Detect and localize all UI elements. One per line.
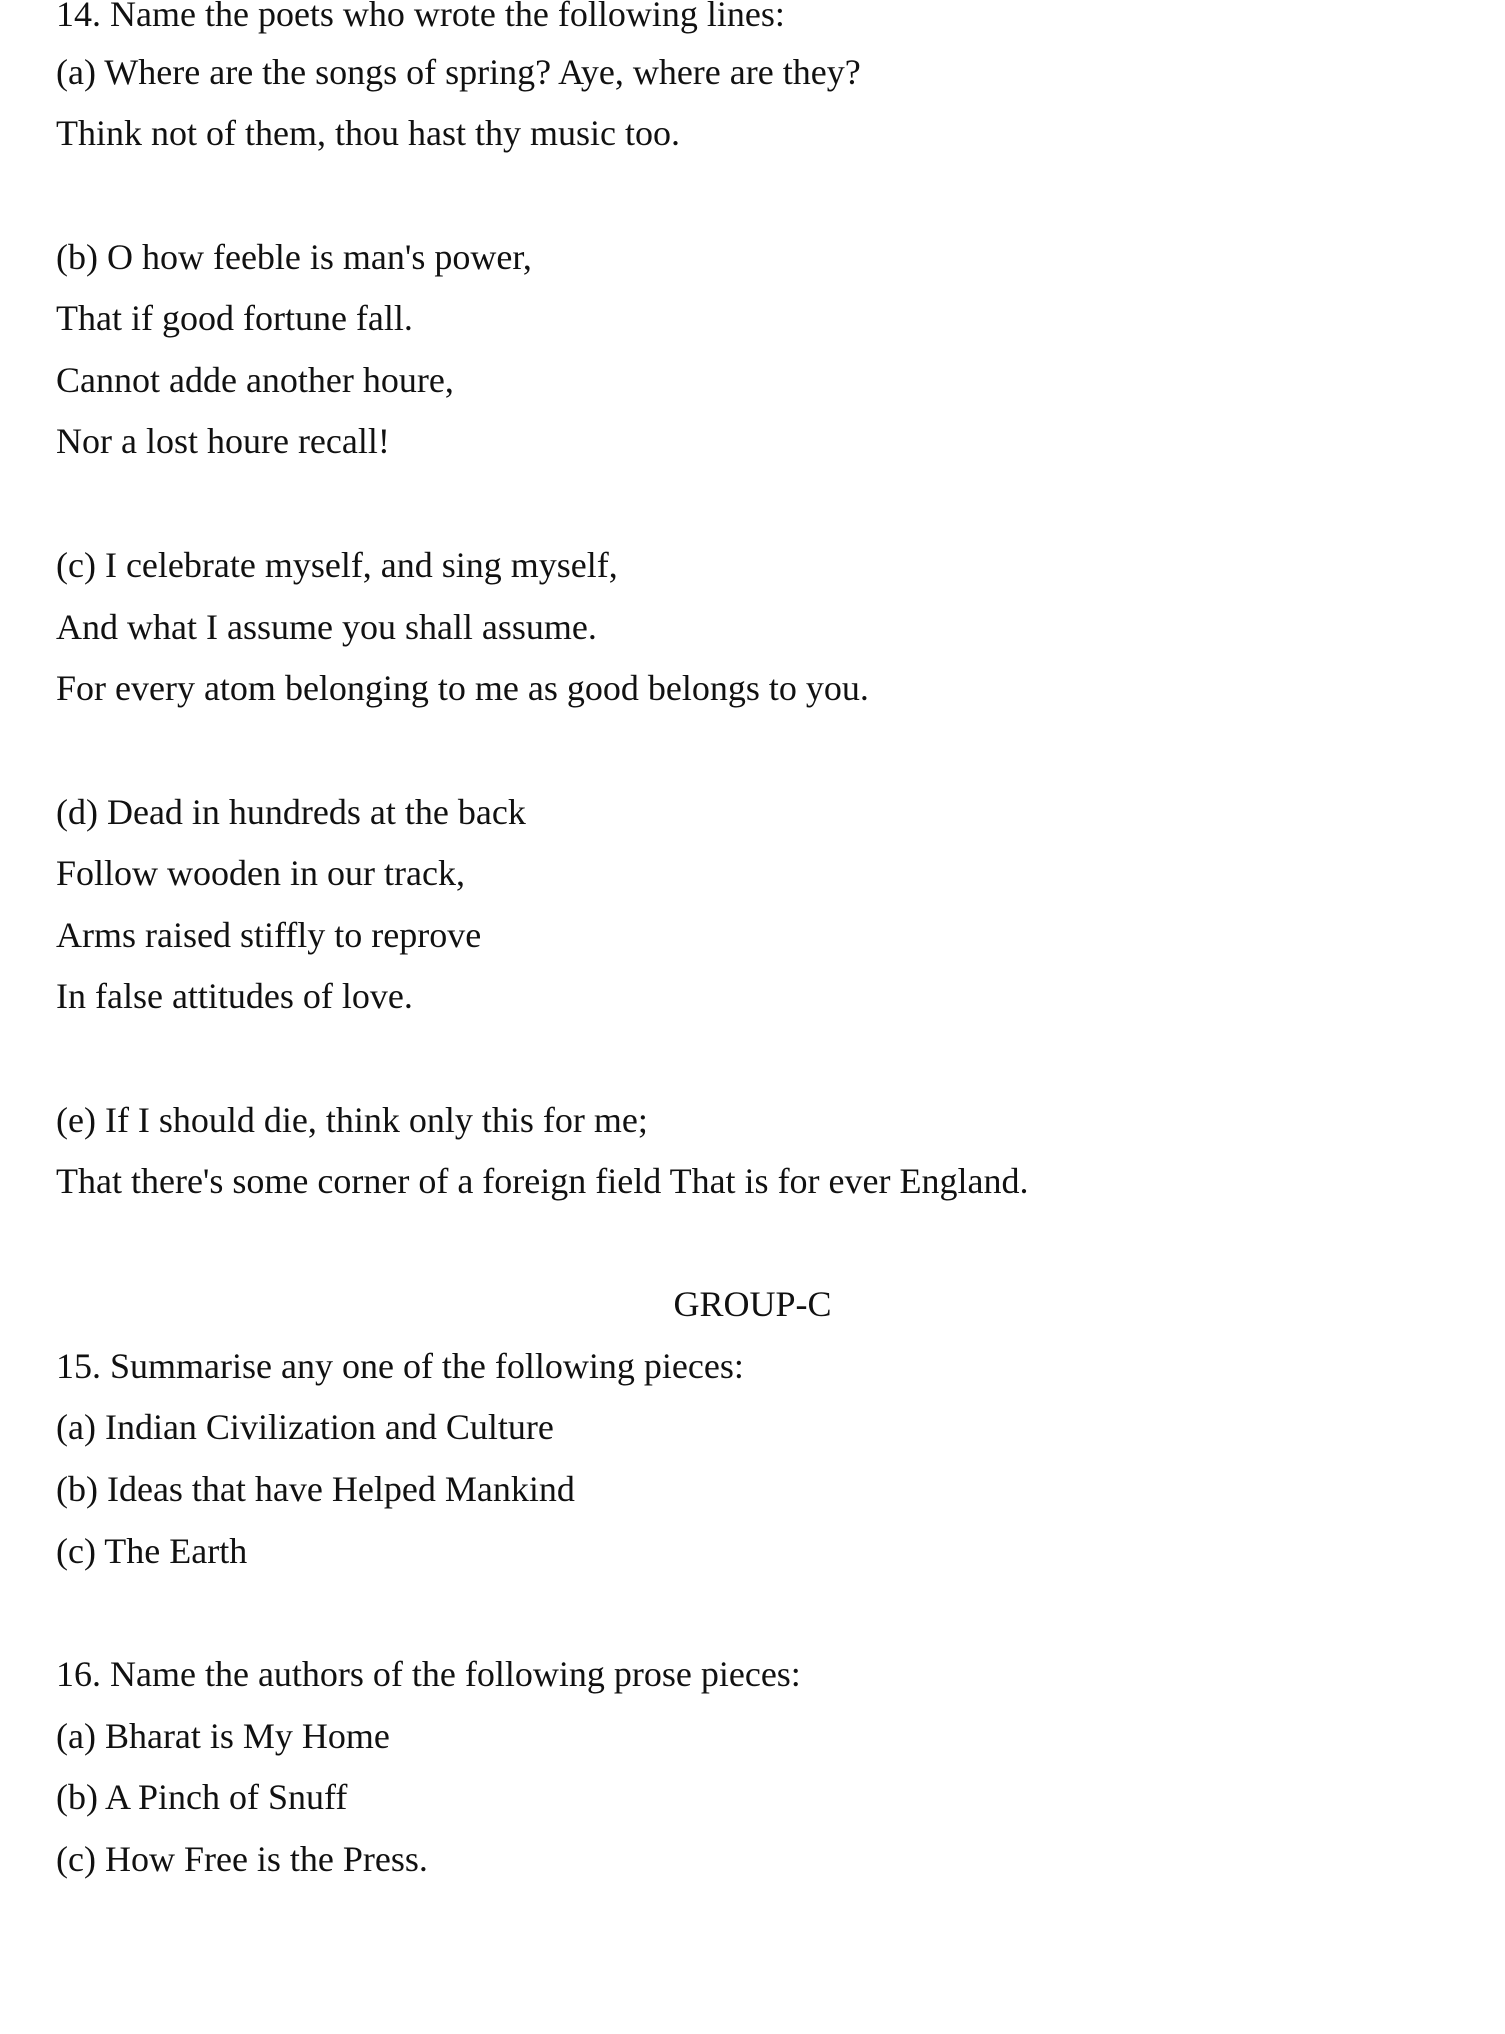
question-15-item-a: (a) Indian Civilization and Culture [56,1407,554,1447]
question-15-item-b: (b) Ideas that have Helped Mankind [56,1469,575,1509]
question-15-heading: 15. Summarise any one of the following pieces: [56,1346,744,1386]
question-16-item-c: (c) How Free is the Press. [56,1839,428,1879]
question-16-heading: 16. Name the authors of the following prose pieces: [56,1654,801,1694]
poem-a-line-1: (a) Where are the songs of spring? Aye, where are they? [56,52,861,92]
group-c-heading: GROUP-C [673,1284,832,1324]
poem-d-line-4: In false attitudes of love. [56,976,413,1016]
poem-c-line-1: (c) I celebrate myself, and sing myself, [56,545,618,585]
poem-d-line-3: Arms raised stiffly to reprove [56,915,482,955]
question-16-item-a: (a) Bharat is My Home [56,1716,390,1756]
poem-b-line-4: Nor a lost houre recall! [56,421,390,461]
poem-b-line-2: That if good fortune fall. [56,298,413,338]
poem-e-line-1: (e) If I should die, think only this for me; [56,1100,648,1140]
poem-c-line-2: And what I assume you shall assume. [56,607,597,647]
poem-a-line-2: Think not of them, thou hast thy music too. [56,113,680,153]
poem-b-line-1: (b) O how feeble is man's power, [56,237,532,277]
poem-b-line-3: Cannot adde another houre, [56,360,454,400]
poem-c-line-3: For every atom belonging to me as good belongs to you. [56,668,869,708]
poem-d-line-1: (d) Dead in hundreds at the back [56,792,526,832]
poem-d-line-2: Follow wooden in our track, [56,853,465,893]
question-14-heading: 14. Name the poets who wrote the following lines: [56,0,785,34]
question-15-item-c: (c) The Earth [56,1531,248,1571]
poem-e-line-2: That there's some corner of a foreign field That is for ever England. [56,1161,1029,1201]
question-16-item-b: (b) A Pinch of Snuff [56,1777,348,1817]
